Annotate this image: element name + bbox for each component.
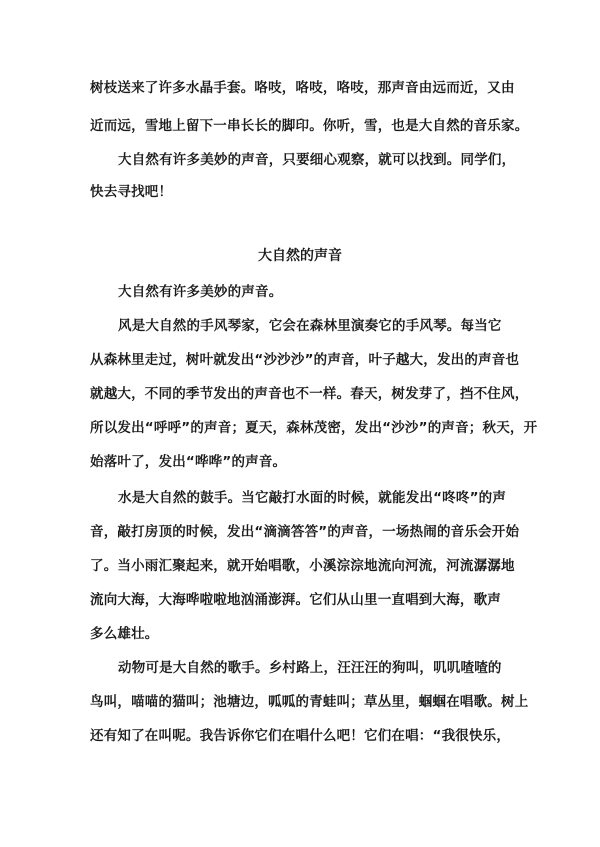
body-text-line: 水是大自然的鼓手。当它敲打水面的时候，就能发出“咚咚”的声	[118, 490, 507, 506]
body-text-line: 还有知了在叫呢。我告诉你它们在唱什么吧！它们在唱：“我很快乐，	[90, 728, 511, 744]
body-text-line: 多么雄壮。	[90, 626, 159, 642]
body-text-line: 快去寻找吧！	[90, 184, 173, 200]
body-text-line: 动物可是大自然的歌手。乡村路上，汪汪汪的狗叫，叽叽喳喳的	[118, 660, 502, 676]
body-text-line: 始落叶了，发出“哗哗”的声音。	[90, 454, 287, 470]
body-text-line: 了。当小雨汇聚起来，就开始唱歌，小溪淙淙地流向河流，河流潺潺地	[90, 558, 515, 574]
section-title: 大自然的声音	[258, 248, 342, 264]
body-text-line: 从森林里走过，树叶就发出“沙沙沙”的声音，叶子越大，发出的声音也	[90, 352, 520, 368]
body-text-line: 近而远，雪地上留下一串长长的脚印。你听，雪，也是大自然的音乐家。	[90, 118, 529, 134]
body-text-line: 所以发出“呼呼”的声音；夏天，森林茂密，发出“沙沙”的声音；秋天，开	[90, 420, 538, 436]
body-text-line: 流向大海，大海哗啦啦地汹涌澎湃。它们从山里一直唱到大海，歌声	[90, 592, 501, 608]
intro-text: 大自然有许多美妙的声音。	[118, 284, 283, 300]
body-text-line: 就越大，不同的季节发出的声音也不一样。春天，树发芽了，挡不住风，	[90, 386, 529, 402]
body-text-line: 大自然有许多美妙的声音，只要细心观察，就可以找到。同学们，	[118, 152, 516, 168]
body-text-line: 风是大自然的手风琴家，它会在森林里演奏它的手风琴。每当它	[118, 318, 502, 334]
body-text-line: 音，敲打房顶的时候，发出“滴滴答答”的声音，一场热闹的音乐会开始	[90, 524, 520, 540]
body-text-line: 树枝送来了许多水晶手套。咯吱，咯吱，咯吱，那声音由远而近，又由	[90, 80, 515, 96]
body-text-line: 鸟叫，喵喵的猫叫；池塘边，呱呱的青蛙叫；草丛里，蝈蝈在唱歌。树上	[90, 694, 529, 710]
